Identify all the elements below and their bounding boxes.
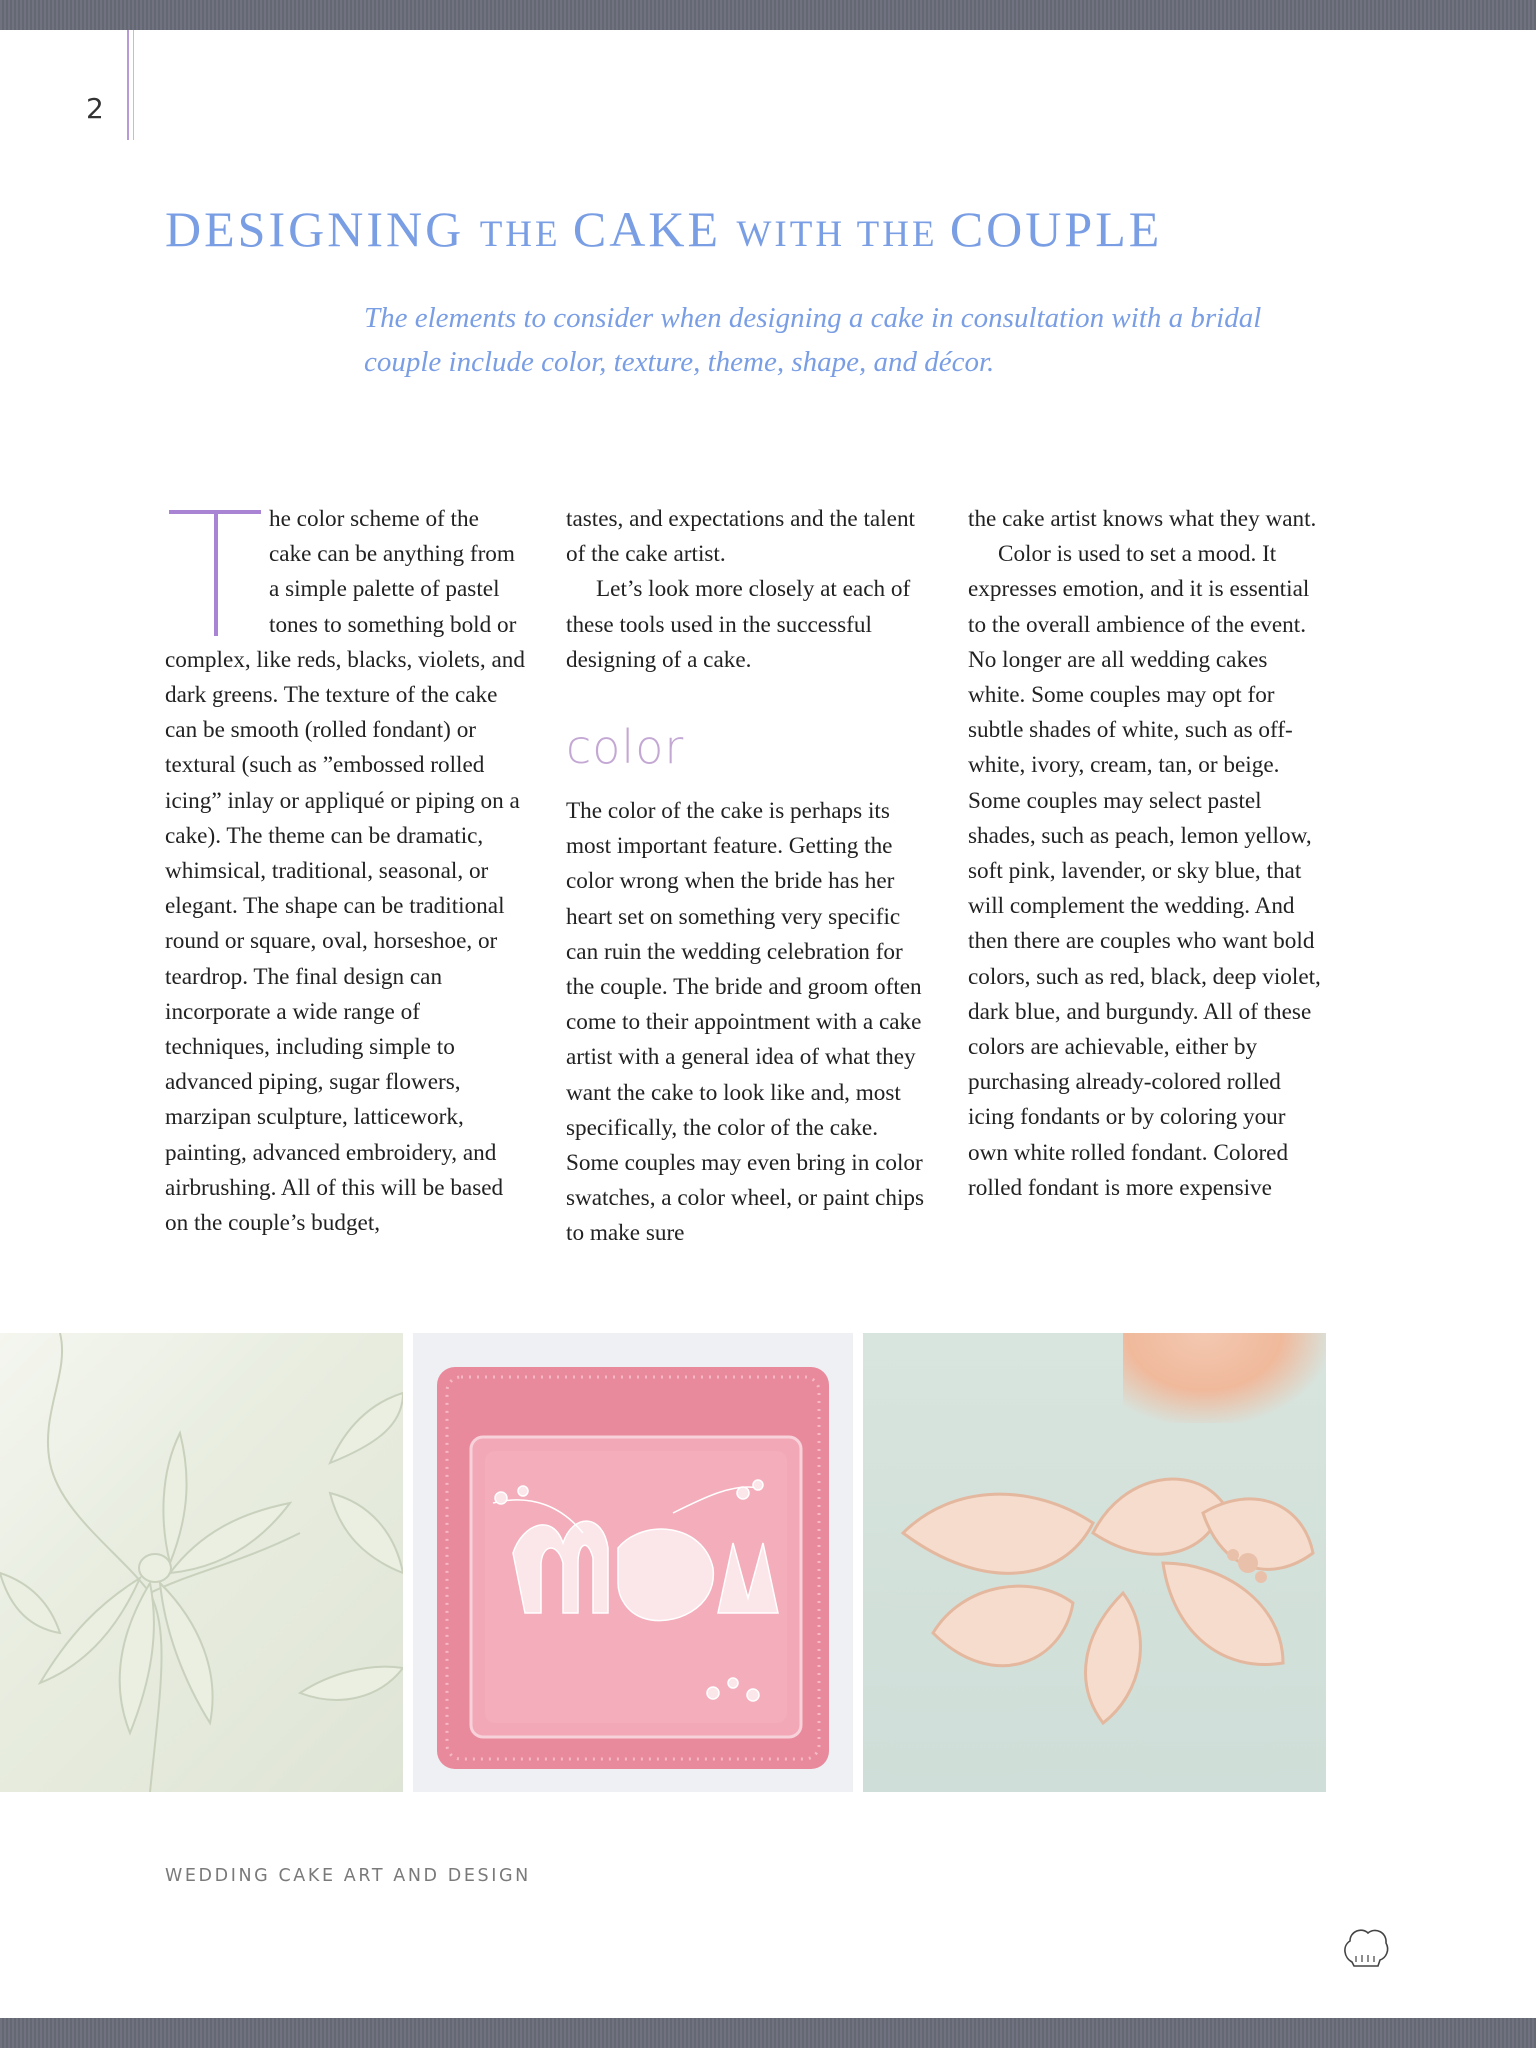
title-word: THE — [479, 214, 573, 255]
body-paragraph: Let’s look more closely at each of these tools used in the successful designing of a cake. — [566, 576, 911, 673]
title-word: WITH THE — [736, 214, 950, 255]
photo-embossed-leaves — [0, 1333, 403, 1792]
page-number: 2 — [86, 92, 104, 125]
title-word: DESIGNING — [165, 201, 480, 257]
margin-rule-thin — [133, 30, 134, 140]
title-word: CAKE — [572, 201, 737, 257]
margin-rule — [127, 30, 129, 140]
text-column-2 — [566, 502, 928, 1252]
subtitle: The elements to consider when designing a cake in consultation with a bridal couple include color, texture, theme, shape, and décor. — [364, 302, 1262, 378]
text-column-1 — [165, 502, 527, 1241]
page-title — [165, 200, 1162, 258]
section-heading-color: color — [566, 720, 685, 775]
photo-dogwood-flower-cake — [863, 1333, 1326, 1792]
body-paragraph: Color is used to set a mood. It expresses emotion, and it is essential to the overall ambience of the event. No longer are all wedding cakes white. Some couples may opt for subtle shades of white, such as off-white, ivory, cream, tan, or beige. Some couples may select pastel shades, such as peach, lemon yellow, soft pink, lavender, or sky blue, that will complement the wedding. And then there are couples who want bold colors, such as red, black, deep violet, dark blue, and burgundy. All of these colors are achievable, either by purchasing already-colored rolled icing fondants or by coloring your own white rolled fondant. Colored rolled fondant is more expensive — [968, 541, 1321, 1201]
drop-cap-letter — [165, 502, 166, 503]
body-paragraph: The color of the cake is perhaps its most important feature. Getting the color wrong when the bride has her heart set on something very specific can ruin the wedding celebration for the couple. The bride and groom often come to their appointment with a cake artist with a general idea of what they want the cake to look like and, most specifically, the color of the cake. Some couples may even bring in color swatches, a color wheel, or paint chips to make sure — [566, 798, 925, 1247]
chef-hat-icon — [1340, 1924, 1390, 1970]
body-paragraph: tastes, and expectations and the talent of the cake artist. — [566, 506, 915, 568]
book-title-footer: WEDDING CAKE ART AND DESIGN — [165, 1866, 531, 1886]
dogwood-illustration — [863, 1333, 1326, 1792]
photo-pink-monogram-cake — [413, 1333, 853, 1792]
drop-cap-stem — [214, 512, 218, 636]
title-word: COUPLE — [949, 201, 1163, 257]
pink-cake-illustration — [413, 1333, 853, 1792]
text-column-3 — [968, 502, 1330, 1206]
body-paragraph: he color scheme of the cake can be anything from a simple palette of pastel tones to something bold or complex, like reds, blacks, violets, and dark greens. The texture of the cake can be smooth (rolled fondant) or textural (such as ”embossed rolled icing” inlay or appliqué or piping on a cake). The theme can be dramatic, whimsical, traditional, seasonal, or elegant. The shape can be traditional round or square, oval, horseshoe, or teardrop. The final design can incorporate a wide range of techniques, including simple to advanced piping, sugar flowers, marzipan sculpture, latticework, painting, advanced embroidery, and airbrushing. All of this will be based on the couple’s budget, — [165, 506, 525, 1237]
bottom-bar — [0, 2018, 1536, 2048]
embossed-leaves-illustration — [0, 1333, 403, 1792]
drop-cap — [165, 502, 269, 642]
body-paragraph: the cake artist knows what they want. — [968, 506, 1317, 532]
top-bar — [0, 0, 1536, 30]
